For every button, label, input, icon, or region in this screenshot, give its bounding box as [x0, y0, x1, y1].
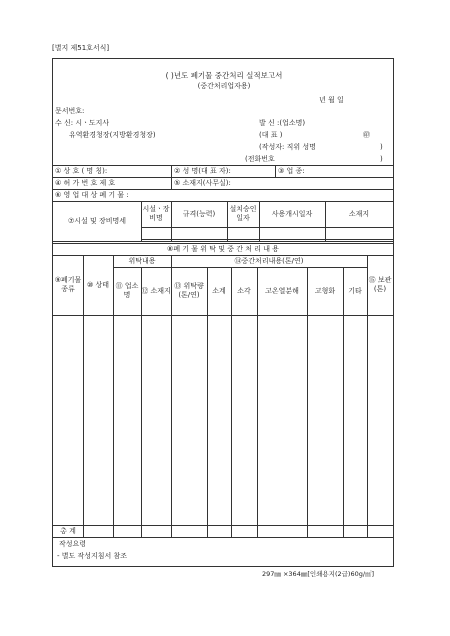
- form-title: ( )년도 폐기물 중간처리 실적보고서: [165, 71, 283, 80]
- doc-number-label: 문서번호:: [55, 107, 85, 115]
- col-consign-amount: ⑬ 위탁량 (톤/연): [174, 282, 204, 299]
- facility-col-start: 사용개시일자: [271, 209, 313, 218]
- col-state: ⑩ 상태: [86, 280, 110, 289]
- industry-field[interactable]: ③ 업 종:: [278, 167, 305, 175]
- facility-section-label: ⑦시설 및 장비명세: [67, 216, 127, 225]
- notes-box: [52, 537, 394, 567]
- facility-col-location: 소재지: [348, 209, 370, 218]
- representative-field[interactable]: ② 성 명(대 표 자):: [174, 167, 231, 175]
- col-subtotal: 소계: [212, 286, 226, 295]
- phone-label: (전화번호: [245, 155, 275, 163]
- form-subtitle: (중간처리업자용): [197, 82, 251, 90]
- report-form: [52, 58, 394, 538]
- divider: [53, 165, 393, 166]
- divider: [141, 239, 393, 240]
- business-name-field[interactable]: ① 상 호 ( 명 칭):: [55, 167, 108, 175]
- recipient-label: 수 신: 시ㆍ도지사: [55, 119, 110, 127]
- divider: [53, 189, 393, 190]
- col-consign-location: ⑫ 소재지: [141, 286, 171, 295]
- divider: [141, 227, 393, 228]
- col-pyrolysis: 고온열분해: [265, 286, 299, 295]
- phone-paren: ): [380, 155, 383, 163]
- divider: [171, 177, 172, 189]
- total-row-label: 총 계: [60, 526, 76, 535]
- process-header: ⑭중간처리내용(톤/연): [234, 256, 304, 265]
- col-other: 기타: [348, 286, 362, 295]
- divider: [53, 177, 393, 178]
- date-line: 년 월 일: [319, 96, 344, 104]
- representative-label: (대 표 ): [259, 131, 283, 139]
- divider: [53, 315, 393, 316]
- divider: [275, 165, 276, 177]
- col-solidification: 고형화: [314, 286, 336, 295]
- facility-col-approval: 설치승인일자: [229, 205, 257, 222]
- seal-mark: ㊞: [363, 131, 370, 139]
- author-label: (작성자: 직위 성명: [259, 143, 316, 151]
- notes-title: 작성요령: [59, 540, 87, 548]
- col-incineration: 소각: [237, 286, 251, 295]
- col-waste-type: ⑨폐기물 종류: [54, 276, 82, 293]
- address-field[interactable]: ⑤ 소재지(사무실):: [174, 179, 231, 187]
- col-consign-company: ⑪ 업소명: [115, 282, 139, 299]
- permit-number-field[interactable]: ④ 허 가 번 호 제 호: [55, 179, 116, 187]
- sender-label: 발 신 :(업소명): [259, 119, 306, 127]
- recipient-sub: 유역환경청장(지방환경청장): [69, 131, 156, 139]
- col-storage: ⑮ 보관 (톤): [368, 276, 392, 293]
- author-paren: ): [380, 143, 383, 151]
- target-waste-field[interactable]: ⑥ 영 업 대 상 폐 기 물 :: [55, 191, 129, 199]
- divider: [53, 525, 393, 526]
- paper-spec: 297㎜ ×364㎜[인쇄용지(2급)60g/㎡]: [262, 570, 375, 578]
- notes-line: - 별도 작성지침서 참조: [57, 552, 128, 560]
- consign-header: 위탁내용: [128, 256, 156, 265]
- waste-table-title: ⑧폐 기 물 위 탁 및 중 간 처 리 내 용: [167, 244, 279, 253]
- divider: [171, 165, 172, 177]
- form-number: [별지 제51호서식]: [52, 44, 110, 52]
- facility-col-name: 시설ㆍ장비명: [142, 205, 170, 222]
- facility-col-spec: 규격(능력): [182, 209, 216, 218]
